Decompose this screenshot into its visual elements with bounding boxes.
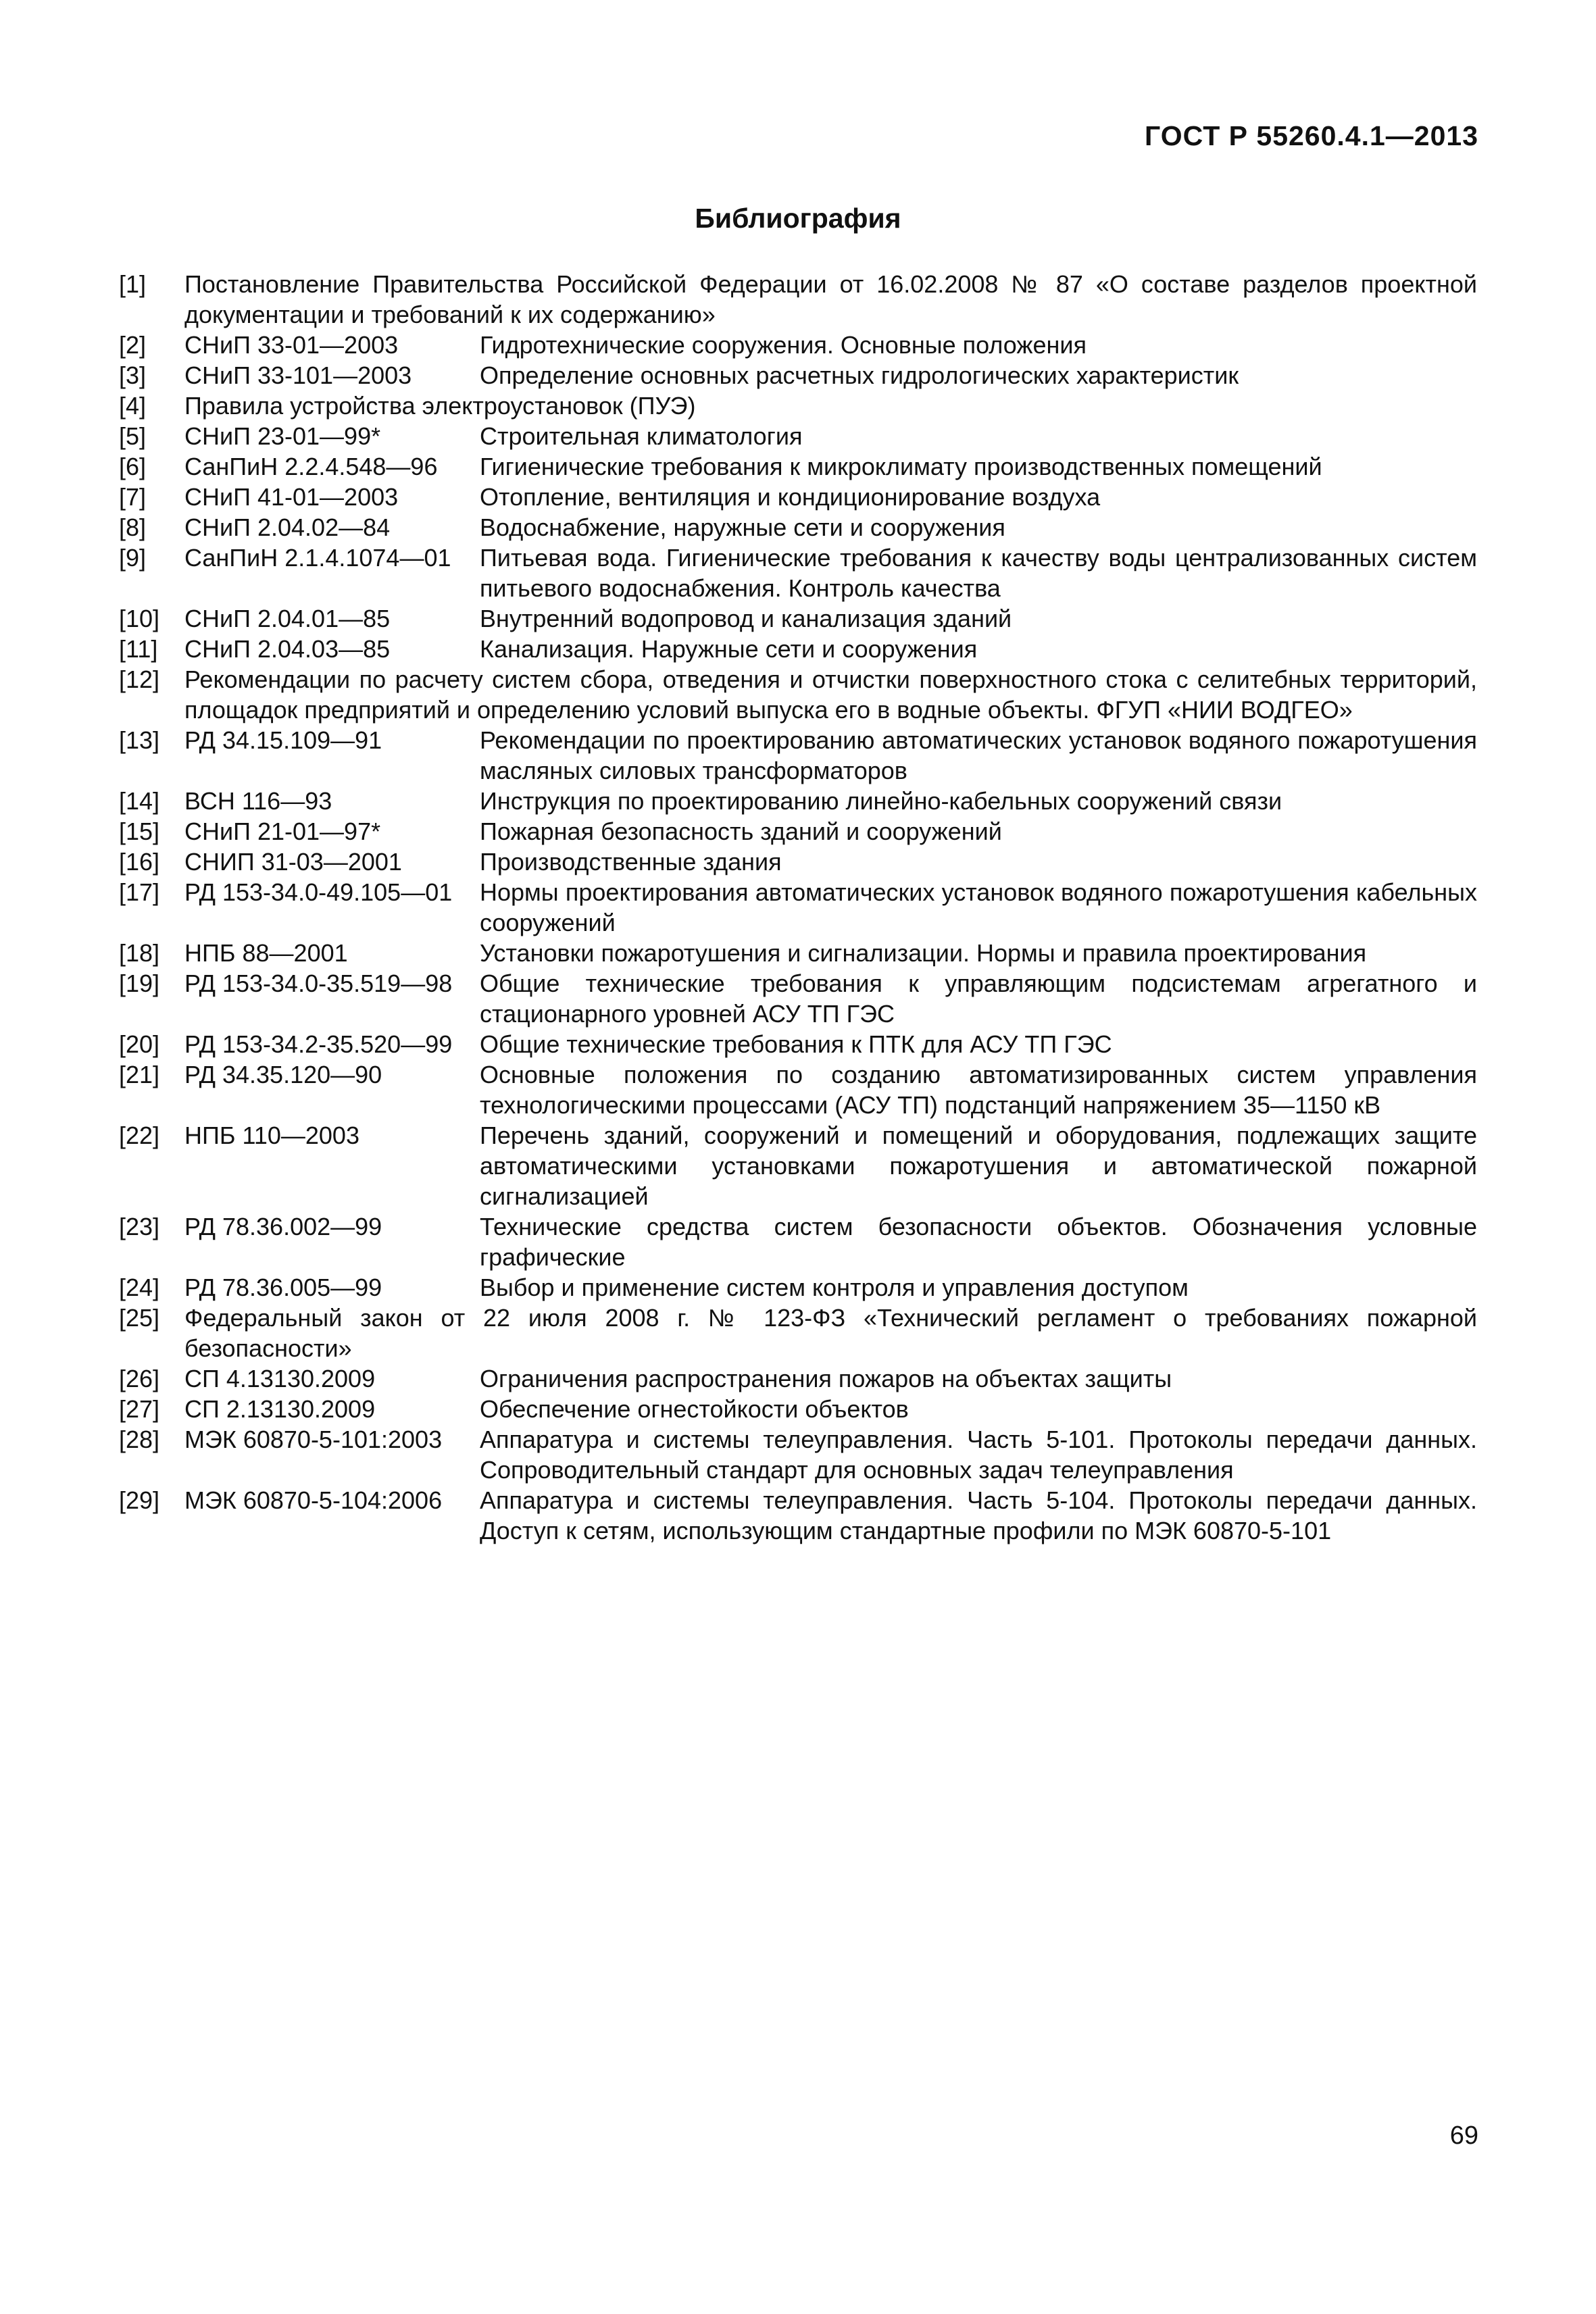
entry-content [119,1211,1477,1272]
entry-code: СП 2.13130.2009 [184,1395,376,1423]
entry-content [119,1424,1477,1485]
bibliography-entry [119,968,1477,1029]
bibliography-entry [119,269,1477,330]
entry-content [119,786,1477,816]
entry-code: СНиП 33-01—2003 [184,331,399,359]
entry-description: Нормы проектирования автоматических установок водяного пожаротушения кабельных сооружений [480,878,1477,936]
entry-description: Перечень зданий, сооружений и помещений и оборудования, подлежащих защите автоматическими установками пожаротушения и автоматической пожарной сигнализацией [480,1122,1477,1210]
entry-code: НПБ 88—2001 [184,939,348,967]
entry-code: НПБ 110—2003 [184,1122,359,1149]
entry-content [119,877,1477,938]
entry-number: [27] [119,1395,160,1423]
entry-code: СанПиН 2.2.4.548—96 [184,453,438,480]
bibliography-entry [119,1363,1477,1394]
entry-text: Постановление Правительства Российской Федерации от 16.02.2008 № 87 «О составе разделов проектной документации и требований к их содержанию» [184,270,1477,328]
entry-description: Аппаратура и системы телеуправления. Часть 5-101. Протоколы передачи данных. Сопроводительный стандарт для основных задач телеуправления [480,1426,1477,1484]
entry-content [119,938,1477,968]
entry-code: РД 34.35.120—90 [184,1061,382,1088]
entry-code: РД 34.15.109—91 [184,726,382,754]
entry-content [119,1485,1477,1546]
entry-code: РД 153-34.0-49.105—01 [184,878,453,906]
entry-number: [16] [119,848,160,876]
entry-number: [8] [119,513,147,541]
page-title: Библиография [695,203,901,234]
entry-number: [2] [119,331,147,359]
entry-description: Питьевая вода. Гигиенические требования к качеству воды централизованных систем питьевого водоснабжения. Контроль качества [480,544,1477,602]
entry-number: [6] [119,453,147,480]
entry-number: [3] [119,361,147,389]
entry-content [119,664,1477,725]
entry-text: Правила устройства электроустановок (ПУЭ) [184,392,696,420]
entry-text: Рекомендации по расчету систем сбора, отведения и отчистки поверхностного стока с селитебных территорий, площадок предприятий и определению условий выпуска его в водные объекты. ФГУП «НИИ ВОДГЕО» [184,665,1477,724]
bibliography-entry [119,391,1477,421]
entry-content [119,634,1477,664]
entry-content [119,1363,1477,1394]
entry-code: СНИП 31-03—2001 [184,848,402,876]
entry-content [119,512,1477,543]
entry-number: [20] [119,1030,160,1058]
entry-content [119,1303,1477,1363]
entry-content [119,1029,1477,1059]
entry-number: [29] [119,1486,160,1514]
entry-description: Внутренний водопровод и канализация зданий [480,605,1012,632]
entry-number: [14] [119,787,160,815]
entry-code: РД 153-34.2-35.520—99 [184,1030,453,1058]
entry-description: Производственные здания [480,848,782,876]
entry-text: Федеральный закон от 22 июля 2008 г. № 123-ФЗ «Технический регламент о требованиях пожарной безопасности» [184,1304,1477,1362]
entry-description: Пожарная безопасность зданий и сооружений [480,818,1002,845]
bibliography-entry [119,603,1477,634]
entry-code: СНиП 23-01—99* [184,422,381,450]
entry-content [119,482,1477,512]
entry-code: СНиП 2.04.03—85 [184,635,391,663]
bibliography-entry [119,543,1477,603]
entry-content [119,847,1477,877]
entry-content [119,1272,1477,1303]
entry-number: [4] [119,392,147,420]
entry-content [119,968,1477,1029]
entry-content [119,360,1477,391]
entry-number: [17] [119,878,160,906]
entry-description: Аппаратура и системы телеуправления. Часть 5-104. Протоколы передачи данных. Доступ к сетям, использующим стандартные профили по МЭК 60870-5-101 [480,1486,1477,1544]
entry-code: ВСН 116—93 [184,787,332,815]
bibliography-entry [119,1211,1477,1272]
entry-code: РД 78.36.005—99 [184,1274,382,1301]
entry-number: [10] [119,605,160,632]
bibliography-entry [119,1424,1477,1485]
entry-number: [11] [119,635,158,663]
entry-content [119,1059,1477,1120]
entry-content [119,330,1477,360]
bibliography-entry [119,847,1477,877]
entry-code: СП 4.13130.2009 [184,1365,376,1392]
entry-description: Водоснабжение, наружные сети и сооружения [480,513,1005,541]
entry-description: Выбор и применение систем контроля и управления доступом [480,1274,1189,1301]
bibliography-entry [119,725,1477,786]
entry-number: [25] [119,1304,160,1332]
entry-description: Гигиенические требования к микроклимату производственных помещений [480,453,1322,480]
entry-content [119,269,1477,330]
entry-number: [13] [119,726,160,754]
entry-description: Канализация. Наружные сети и сооружения [480,635,978,663]
bibliography-entry [119,634,1477,664]
entry-number: [24] [119,1274,160,1301]
entry-content [119,391,1477,421]
bibliography-entry [119,360,1477,391]
entry-content [119,1394,1477,1424]
entry-code: СНиП 2.04.02—84 [184,513,391,541]
bibliography-entry [119,1059,1477,1120]
entry-number: [19] [119,970,160,997]
entry-description: Ограничения распространения пожаров на объектах защиты [480,1365,1172,1392]
entry-description: Строительная климатология [480,422,803,450]
entry-number: [28] [119,1426,160,1453]
bibliography-entry [119,816,1477,847]
bibliography-entry [119,664,1477,725]
bibliography-entry [119,1120,1477,1211]
entry-content [119,816,1477,847]
entry-code: СНиП 41-01—2003 [184,483,399,511]
entry-number: [18] [119,939,160,967]
entry-content [119,421,1477,451]
entry-content [119,451,1477,482]
bibliography-entry [119,512,1477,543]
bibliography-entry [119,1303,1477,1363]
entry-code: МЭК 60870-5-101:2003 [184,1426,443,1453]
entry-number: [7] [119,483,147,511]
entry-content [119,1120,1477,1211]
bibliography-entry [119,1485,1477,1546]
page-number: 69 [1449,2121,1478,2150]
entry-description: Рекомендации по проектированию автоматических установок водяного пожаротушения масляных силовых трансформаторов [480,726,1477,784]
entry-code: СНиП 2.04.01—85 [184,605,391,632]
entry-number: [21] [119,1061,160,1088]
bibliography-entry [119,330,1477,360]
entry-description: Основные положения по созданию автоматизированных систем управления технологическими процессами (АСУ ТП) подстанций напряжением 35—1150 кВ [480,1061,1477,1119]
entry-description: Общие технические требования к управляющим подсистемам агрегатного и стационарного уровней АСУ ТП ГЭС [480,970,1477,1028]
entry-number: [1] [119,270,147,298]
entry-description: Определение основных расчетных гидрологических характеристик [480,361,1239,389]
entry-code: РД 153-34.0-35.519—98 [184,970,453,997]
entry-code: СНиП 33-101—2003 [184,361,412,389]
entry-code: СанПиН 2.1.4.1074—01 [184,544,451,572]
entry-number: [5] [119,422,147,450]
entry-content [119,725,1477,786]
entry-number: [12] [119,665,160,693]
entry-number: [22] [119,1122,160,1149]
entry-description: Общие технические требования к ПТК для АСУ ТП ГЭС [480,1030,1112,1058]
bibliography-entry [119,421,1477,451]
entry-description: Обеспечение огнестойкости объектов [480,1395,909,1423]
entry-content [119,543,1477,603]
entry-description: Технические средства систем безопасности объектов. Обозначения условные графические [480,1213,1477,1271]
bibliography-entry [119,1029,1477,1059]
entry-code: МЭК 60870-5-104:2006 [184,1486,443,1514]
entry-description: Отопление, вентиляция и кондиционирование воздуха [480,483,1101,511]
bibliography-entry [119,938,1477,968]
entry-number: [26] [119,1365,160,1392]
bibliography-entry [119,877,1477,938]
bibliography-entry [119,451,1477,482]
entry-code: СНиП 21-01—97* [184,818,381,845]
entry-code: РД 78.36.002—99 [184,1213,382,1240]
entry-number: [15] [119,818,160,845]
entry-description: Инструкция по проектированию линейно-кабельных сооружений связи [480,787,1282,815]
document-number: ГОСТ Р 55260.4.1—2013 [1145,120,1478,151]
bibliography-list [119,269,1477,1546]
bibliography-entry [119,1394,1477,1424]
entry-number: [23] [119,1213,160,1240]
bibliography-entry [119,786,1477,816]
entry-number: [9] [119,544,147,572]
bibliography-entry [119,482,1477,512]
entry-content [119,603,1477,634]
entry-description: Гидротехнические сооружения. Основные положения [480,331,1087,359]
bibliography-entry [119,1272,1477,1303]
entry-description: Установки пожаротушения и сигнализации. Нормы и правила проектирования [480,939,1367,967]
